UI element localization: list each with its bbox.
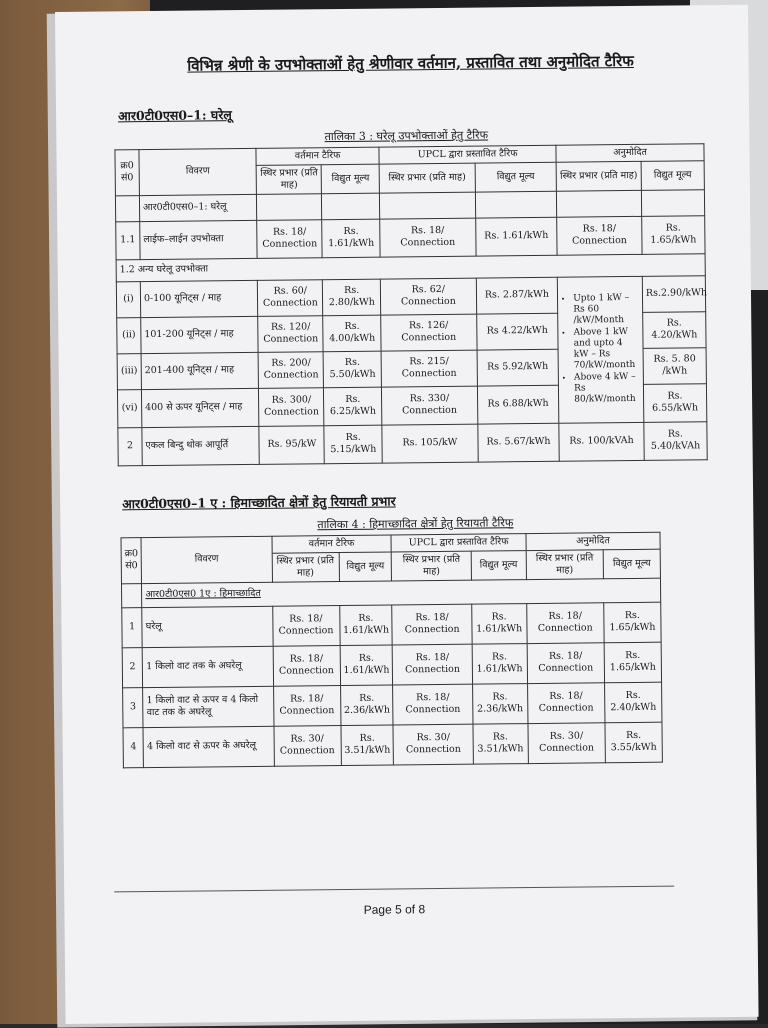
cell-sno: 1.1 xyxy=(116,221,140,259)
cell-current-energy: Rs. 6.25/kWh xyxy=(324,387,382,426)
cell-description: 4 किलो वाट से ऊपर के अघरेलू xyxy=(143,726,274,767)
cell-current-fixed: Rs. 18/ Connection xyxy=(257,219,323,258)
cell-proposed-energy: Rs 5.92/kWh xyxy=(477,349,559,386)
approved-fixed-notes xyxy=(561,293,640,406)
note-item: • Upto 1 kW – Rs 60 /kW/Month xyxy=(573,293,639,327)
cell-proposed-energy: Rs 6.88/kWh xyxy=(477,385,559,424)
cell-approved-energy: Rs. 3.55/kWh xyxy=(605,722,662,763)
cell-current-energy: Rs. 1.61/kWh xyxy=(339,605,392,646)
section1-heading: आर0टी0एस0–1: घरेलू xyxy=(118,107,232,124)
cell-current-energy: Rs. 1.61/kWh xyxy=(322,219,380,258)
cell-description: 0-100 यूनिट्स / माह xyxy=(140,280,258,317)
section2-heading: आर0टी0एस0–1 ए : हिमाच्छादित क्षेत्रों हेतु रियायती प्रभार xyxy=(122,493,396,512)
subheader-energy-charge: विद्युत मूल्य xyxy=(475,162,557,192)
cell-approved-energy: Rs. 5.40/kVAh xyxy=(644,421,707,460)
cell-description: 201-400 यूनिट्स / माह xyxy=(141,352,259,389)
page-number: Page 5 of 8 xyxy=(363,902,426,917)
cell-approved-energy: Rs. 4.20/kWh xyxy=(643,311,706,348)
cell-proposed-energy: Rs. 2.36/kWh xyxy=(472,683,527,724)
group-label: आर0टी0एस0 1ए : हिमाच्छादित xyxy=(142,578,661,607)
group-label: 1.2 अन्य घरेलू उपभोक्ता xyxy=(116,253,705,281)
table3-caption: तालिका 3 : घरेलू उपभोक्ताओं हेतु टैरिफ xyxy=(324,128,489,144)
cell-approved-energy: Rs. 1.65/kWh xyxy=(642,215,705,254)
cell-proposed-energy: Rs. 1.61/kWh xyxy=(472,603,527,644)
header-sno: क्र0 सं0 xyxy=(115,150,139,196)
cell-description: 1 किलो वाट तक के अघरेलू xyxy=(142,646,273,687)
cell-approved-energy: Rs. 2.40/kWh xyxy=(605,682,662,723)
page-title: विभिन्न श्रेणी के उपभोक्ताओं हेतु श्रेणीवार वर्तमान, प्रस्तावित तथा अनुमोदित टैरिफ xyxy=(187,51,634,75)
subheader-fixed-charge: स्थिर प्रभार (प्रति माह) xyxy=(272,552,339,581)
cell-sno: (i) xyxy=(116,281,140,317)
cell-approved-fixed: Rs. 100/kVAh xyxy=(559,422,644,461)
header-sno: क्र0 सं0 xyxy=(121,538,142,584)
cell-description: 400 से ऊपर यूनिट्स / माह xyxy=(141,388,259,427)
cell-proposed-fixed: Rs. 215/ Connection xyxy=(381,350,477,387)
cell-current-fixed: Rs. 18/ Connection xyxy=(273,685,341,726)
cell-proposed-fixed: Rs. 18/ Connection xyxy=(392,604,472,645)
cell-approved-fixed: Rs. 18/ Connection xyxy=(527,682,605,723)
subheader-fixed-charge: स्थिर प्रभार (प्रति माह) xyxy=(379,163,475,193)
footer-divider xyxy=(114,886,674,893)
cell-current-energy: Rs. 4.00/kWh xyxy=(323,315,381,352)
cell-sno: 2 xyxy=(118,427,142,465)
cell-current-energy: Rs. 3.51/kWh xyxy=(341,725,394,766)
note-item: • Above 4 kW – Rs 80/kW/month xyxy=(574,372,640,406)
table-row xyxy=(116,275,705,317)
table-row xyxy=(116,215,705,259)
cell-current-fixed: Rs. 200/ Connection xyxy=(258,351,324,388)
cell-description: 101-200 यूनिट्स / माह xyxy=(141,316,259,353)
cell-description: घरेलू xyxy=(142,606,273,647)
header-approved-tariff: अनुमोदित xyxy=(556,144,704,162)
subheader-fixed-charge: स्थिर प्रभार (प्रति माह) xyxy=(556,161,641,191)
cell-approved-energy: Rs. 6.55/kWh xyxy=(643,383,706,422)
table-row xyxy=(123,682,662,728)
document-page xyxy=(55,5,759,1024)
table-row xyxy=(118,421,707,465)
cell-current-fixed: Rs. 300/ Connection xyxy=(259,387,325,426)
cell-approved-fixed: Rs. 18/ Connection xyxy=(526,602,604,643)
table-row xyxy=(122,602,661,648)
cell-approved-energy: Rs. 1.65/kWh xyxy=(604,602,661,643)
cell-sno: 2 xyxy=(122,647,143,687)
subheader-fixed-charge: स्थिर प्रभार (प्रति माह) xyxy=(256,165,321,194)
cell-approved-energy: Rs.2.90/kWh xyxy=(642,275,705,312)
subheader-fixed-charge: स्थिर प्रभार (प्रति माह) xyxy=(392,551,472,581)
cell-description: एकल बिन्दु थोक आपूर्ति xyxy=(142,426,260,465)
cell-proposed-energy: Rs. 1.61/kWh xyxy=(472,643,527,684)
cell-approved-fixed: Rs. 18/ Connection xyxy=(557,216,642,255)
cell-current-fixed: Rs. 30/ Connection xyxy=(273,725,341,766)
cell-proposed-fixed: Rs. 62/ Connection xyxy=(380,278,476,315)
subheader-fixed-charge: स्थिर प्रभार (प्रति माह) xyxy=(526,550,604,580)
cell-description: लाईफ–लाईन उपभोक्ता xyxy=(140,220,258,259)
cell-proposed-fixed: Rs. 18/ Connection xyxy=(393,684,473,725)
cell-approved-fixed: Rs. 30/ Connection xyxy=(528,722,606,763)
cell-proposed-energy: Rs 4.22/kWh xyxy=(476,313,558,350)
cell-proposed-fixed: Rs. 330/ Connection xyxy=(381,386,477,425)
cell-approved-energy: Rs. 5. 80 /kWh xyxy=(643,347,706,384)
cell-proposed-energy: Rs. 2.87/kWh xyxy=(476,277,558,314)
cell-sno: (vi) xyxy=(117,389,141,427)
subheader-energy-charge: विद्युत मूल्य xyxy=(471,550,526,579)
table-row xyxy=(123,722,662,768)
cell-current-energy: Rs. 5.15/kWh xyxy=(324,425,382,464)
cell-proposed-fixed: Rs. 30/ Connection xyxy=(393,724,473,765)
header-current-tariff: वर्तमान टैरिफ xyxy=(256,147,379,165)
cell-current-fixed: Rs. 60/ Connection xyxy=(258,279,324,316)
cell-sno: 1 xyxy=(122,607,143,647)
note-item: • Above 1 kW and upto 4 kW – Rs 70/kW/month xyxy=(574,327,640,373)
cell-approved-fixed: Rs. 18/ Connection xyxy=(527,642,605,683)
cell-current-fixed: Rs. 18/ Connection xyxy=(272,605,340,646)
cell-current-energy: Rs. 2.36/kWh xyxy=(340,685,393,726)
table-domestic-tariff xyxy=(114,143,707,466)
subheader-energy-charge: विद्युत मूल्य xyxy=(603,549,660,578)
header-proposed-tariff: UPCL द्वारा प्रस्तावित टैरिफ xyxy=(379,145,556,164)
cell-sno: 4 xyxy=(123,727,144,767)
subheader-energy-charge: विद्युत मूल्य xyxy=(322,164,380,193)
cell-proposed-fixed: Rs. 126/ Connection xyxy=(381,314,477,351)
table-row xyxy=(122,642,661,688)
header-approved-tariff: अनुमोदित xyxy=(526,532,660,550)
cell-proposed-fixed: Rs. 18/ Connection xyxy=(380,218,476,257)
header-description: विवरण xyxy=(139,148,257,195)
cell-approved-energy: Rs. 1.65/kWh xyxy=(604,642,661,683)
cell-current-fixed: Rs. 18/ Connection xyxy=(273,645,341,686)
cell-current-energy: Rs. 2.80/kWh xyxy=(323,279,381,316)
group-label: आर0टी0एस0–1: घरेलू xyxy=(139,194,257,221)
cell-current-fixed: Rs. 120/ Connection xyxy=(258,315,324,352)
cell-approved-fixed-slabs xyxy=(557,276,643,423)
cell-sno: (ii) xyxy=(117,317,141,353)
cell-proposed-energy: Rs. 1.61/kWh xyxy=(475,217,557,256)
cell-proposed-fixed: Rs. 105/kW xyxy=(382,424,478,463)
cell-sno: 3 xyxy=(123,687,144,727)
cell-proposed-fixed: Rs. 18/ Connection xyxy=(393,644,473,685)
cell-sno: (iii) xyxy=(117,353,141,389)
cell-current-fixed: Rs. 95/kW xyxy=(259,425,325,464)
cell-description: 1 किलो वाट से ऊपर व 4 किलो वाट तक के अघरेलू xyxy=(143,686,274,727)
header-current-tariff: वर्तमान टैरिफ xyxy=(272,535,392,553)
table4-caption: तालिका 4 : हिमाच्छादित क्षेत्रों हेतु रियायती टैरिफ xyxy=(317,516,514,532)
cell-proposed-energy: Rs. 5.67/kWh xyxy=(478,423,560,462)
subheader-energy-charge: विद्युत मूल्य xyxy=(339,552,392,581)
cell-proposed-energy: Rs. 3.51/kWh xyxy=(473,723,528,764)
header-description: विवरण xyxy=(141,536,272,583)
cell-current-energy: Rs. 1.61/kWh xyxy=(340,645,393,686)
subheader-energy-charge: विद्युत मूल्य xyxy=(641,161,704,190)
header-proposed-tariff: UPCL द्वारा प्रस्तावित टैरिफ xyxy=(391,534,525,552)
cell-current-energy: Rs. 5.50/kWh xyxy=(324,351,382,388)
table-snowbound-tariff xyxy=(121,532,663,768)
